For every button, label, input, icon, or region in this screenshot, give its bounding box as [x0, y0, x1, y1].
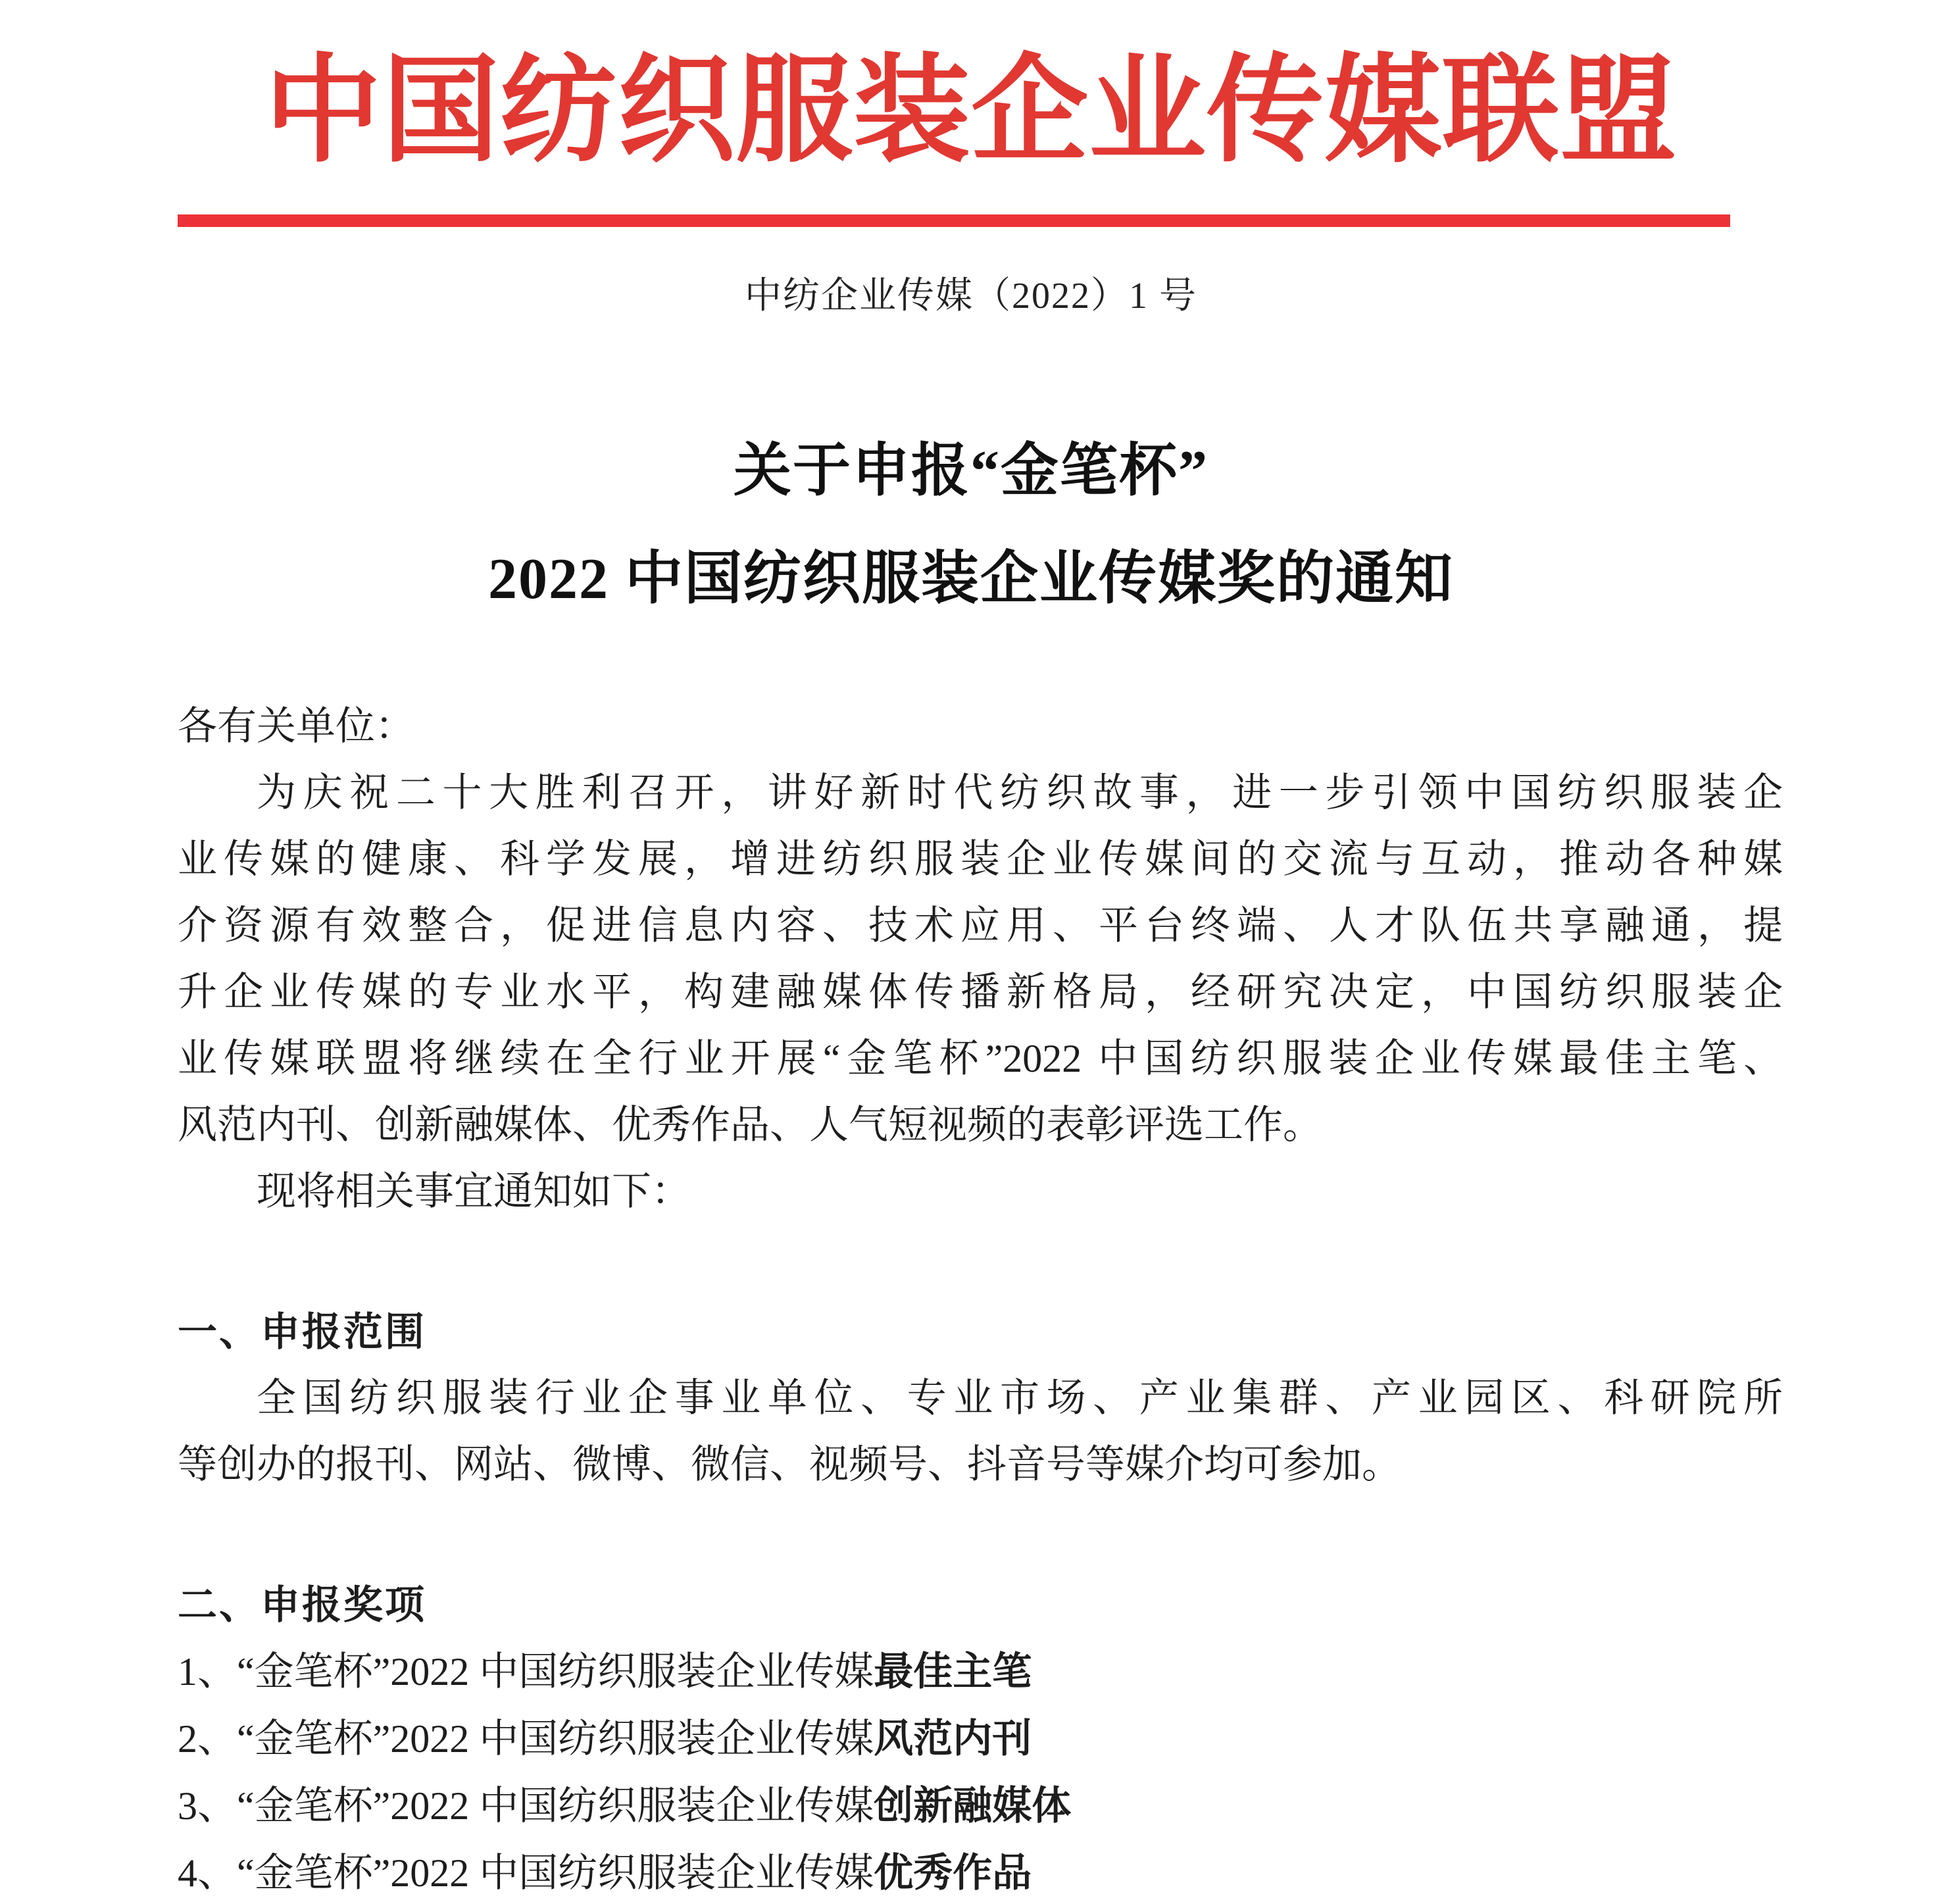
award-name: 创新融媒体 — [874, 1784, 1072, 1828]
notice-title-line1: 关于申报“金笔杯” — [733, 439, 1208, 503]
red-divider-rule — [178, 214, 1730, 227]
award-item-4 — [178, 1840, 1783, 1904]
award-name: 最佳主笔 — [874, 1649, 1032, 1693]
para2-line: 现将相关事宜通知如下： — [257, 1170, 691, 1213]
award-item-prefix: 2、“金笔杯”2022 中国纺织服装企业传媒 — [178, 1717, 874, 1761]
para1-line-5: 业传媒联盟将继续在全行业开展“金笔杯”2022 中国纺织服装企业传媒最佳主笔、 — [178, 1037, 1783, 1080]
salutation: 各有关单位： — [178, 705, 414, 748]
award-name: 风范内刊 — [874, 1716, 1032, 1761]
para1-line-6: 风范内刊、创新融媒体、优秀作品、人气短视频的表彰评选工作。 — [178, 1103, 1322, 1147]
award-item-prefix: 3、“金笔杯”2022 中国纺织服装企业传媒 — [178, 1784, 874, 1828]
award-item-1 — [178, 1638, 1783, 1705]
award-name: 优秀作品 — [874, 1851, 1032, 1895]
section1-line-2: 等创办的报刊、网站、微博、微信、视频号、抖音号等媒介均可参加。 — [178, 1443, 1401, 1486]
notice-title-line2: 2022 中国纺织服装企业传媒奖的通知 — [487, 547, 1454, 611]
doc-number: 中纺企业传媒（2022）1 号 — [745, 276, 1197, 316]
para1-line-1: 为庆祝二十大胜利召开，讲好新时代纺织故事，进一步引领中国纺织服装企 — [257, 771, 1783, 814]
section1-heading: 一、申报范围 — [178, 1310, 426, 1354]
award-item-prefix: 1、“金笔杯”2022 中国纺织服装企业传媒 — [178, 1650, 874, 1693]
award-item-2 — [178, 1705, 1783, 1772]
award-item-prefix: 4、“金笔杯”2022 中国纺织服装企业传媒 — [178, 1851, 874, 1895]
document-body — [178, 693, 1783, 1904]
section2-heading: 二、申报奖项 — [178, 1583, 426, 1627]
section1-line-1: 全国纺织服装行业企事业单位、专业市场、产业集群、产业园区、科研院所 — [257, 1376, 1783, 1420]
para1-line-2: 业传媒的健康、科学发展，增进纺织服装企业传媒间的交流与互动，推动各种媒 — [178, 838, 1783, 881]
notice-title — [0, 418, 1942, 634]
org-title: 中国纺织服装企业传媒联盟 — [264, 46, 1678, 176]
award-item-3 — [178, 1772, 1783, 1840]
para1-line-4: 升企业传媒的专业水平，构建融媒体传播新格局，经研究决定，中国纺织服装企 — [178, 970, 1783, 1014]
para1-line-3: 介资源有效整合，促进信息内容、技术应用、平台终端、人才队伍共享融通，提 — [178, 904, 1783, 947]
